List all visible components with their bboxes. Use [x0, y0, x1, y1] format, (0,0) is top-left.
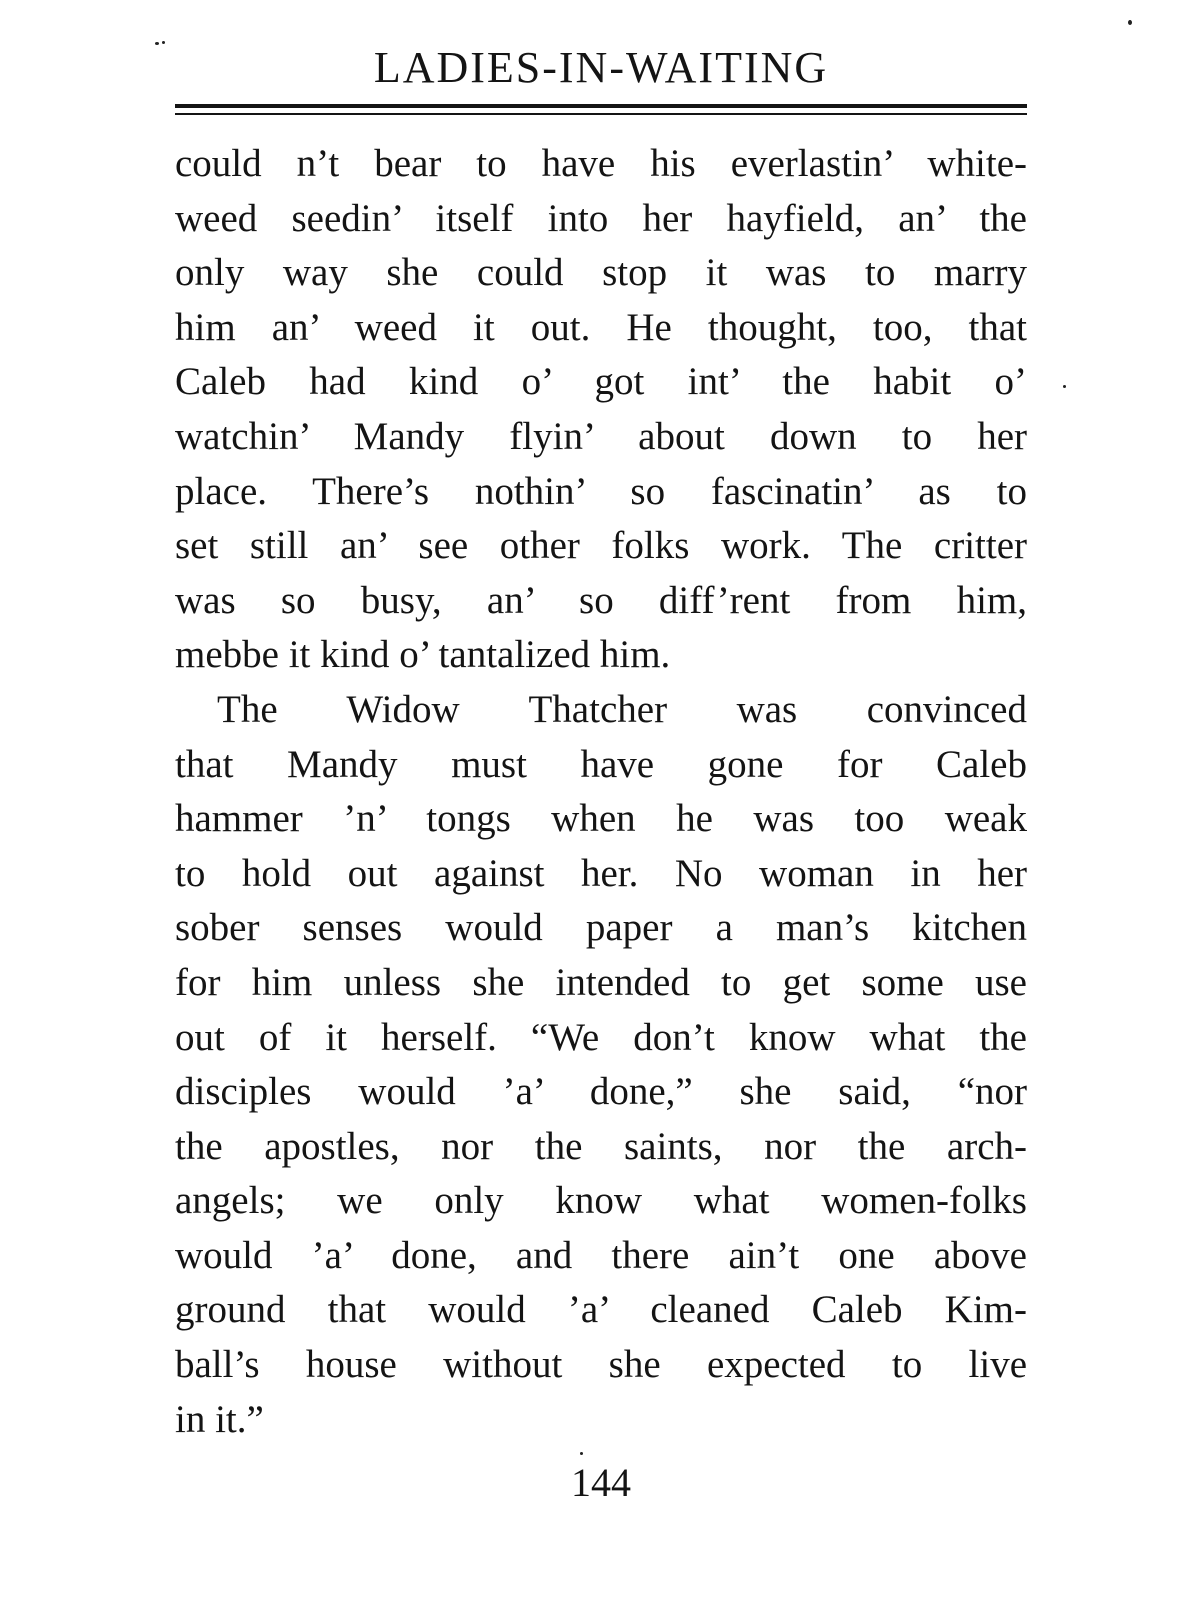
text-line: watchin’ Mandy flyin’ about down to her: [175, 414, 1027, 458]
text-line: Caleb had kind o’ got int’ the habit o’: [175, 360, 1027, 404]
scan-speck: [155, 42, 159, 45]
header-rule-thick: [175, 104, 1027, 108]
text-line: in it.”: [175, 1397, 264, 1441]
text-line: ball’s house without she expected to live: [175, 1343, 1027, 1387]
text-line: sober senses would paper a man’s kitchen: [175, 906, 1027, 950]
scan-speck: [1063, 385, 1066, 388]
running-head-title: LADIES-IN-WAITING: [373, 43, 829, 92]
text-line: weed seedin’ itself into her hayfield, an’ the: [175, 196, 1027, 240]
text-line: angels; we only know what women-folks: [175, 1179, 1027, 1223]
text-line: The Widow Thatcher was convinced: [217, 687, 1027, 731]
text-line: set still an’ see other folks work. The critter: [175, 524, 1027, 568]
scan-speck: [580, 1452, 583, 1455]
body-text: [175, 137, 1027, 1447]
text-line: the apostles, nor the saints, nor the arch-: [175, 1124, 1027, 1168]
header-rule-thin: [175, 113, 1027, 115]
text-line: for him unless she intended to get some use: [175, 960, 1027, 1004]
paragraph-2: [175, 683, 1027, 1447]
text-line: only way she could stop it was to marry: [175, 251, 1027, 295]
text-line: mebbe it kind o’ tantalized him.: [175, 633, 671, 677]
scan-speck: [1128, 20, 1132, 25]
text-line: that Mandy must have gone for Caleb: [175, 742, 1027, 786]
text-line: disciples would ’a’ done,” she said, “nor: [175, 1070, 1027, 1114]
scan-speck: [162, 41, 165, 44]
paragraph-1: [175, 137, 1027, 683]
text-line: to hold out against her. No woman in her: [175, 851, 1027, 895]
text-line: him an’ weed it out. He thought, too, that: [175, 305, 1027, 349]
text-line: place. There’s nothin’ so fascinatin’ as to: [175, 469, 1027, 513]
text-line: would ’a’ done, and there ain’t one above: [175, 1233, 1027, 1277]
text-line: could n’t bear to have his everlastin’ white-: [175, 142, 1027, 185]
page-number: 144: [571, 1460, 631, 1505]
text-line: out of it herself. “We don’t know what the: [175, 1015, 1027, 1059]
text-line: ground that would ’a’ cleaned Caleb Kim-: [175, 1288, 1027, 1332]
text-line: hammer ’n’ tongs when he was too weak: [175, 797, 1027, 841]
text-line: was so busy, an’ so diff’rent from him,: [175, 578, 1027, 622]
